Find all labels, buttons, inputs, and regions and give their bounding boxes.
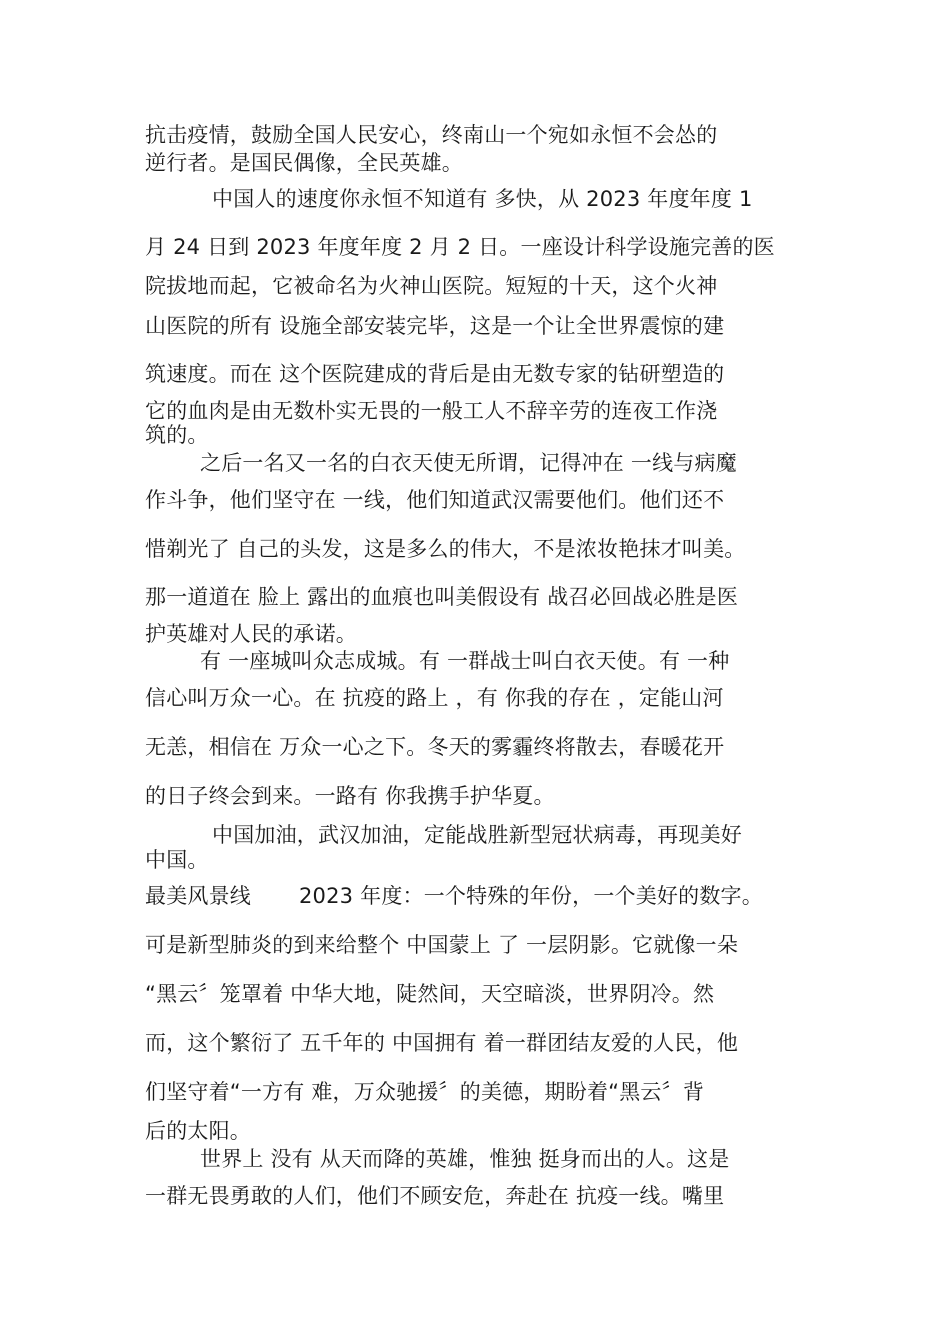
text-line: 中国。 [145,848,209,872]
text-line: 中国加油，武汉加油，定能战胜新型冠状病毒，再现美好 [212,823,742,847]
text-line: 护英雄对人民的承诺。 [145,622,357,646]
text-line: 山医院的所有 设施全部安装完毕，这是一个让全世界震惊的建 [145,314,725,338]
section-heading [145,883,835,909]
text-line: 而，这个繁衍了 五千年的 中国拥有 着一群团结友爱的人民，他 [145,1031,739,1055]
text-line: 那一道道在 脸上 露出的血痕也叫美假设有 战召必回战必胜是医 [145,585,739,609]
text-line: 逆行者。是国民偶像，全民英雄。 [145,151,463,175]
text-line: 院拔地而起，它被命名为火神山医院。短短的十天，这个火神 [145,274,718,298]
text-line: 信心叫万众一心。在 抗疫的路上 ，有 你我的存在 ，定能山河 [145,686,724,710]
text-line: 有 一座城叫众志成城。有 一群战士叫白衣天使。有 一种 [200,649,730,673]
text-line: 一群无畏勇敢的人们，他们不顾安危，奔赴在 抗疫一线。嘴里 [145,1184,725,1208]
text-line: 们坚守着“一方有 难，万众驰援〞的美德，期盼着“黑云〞背 [145,1080,705,1104]
text-line: 世界上 没有 从天而降的英雄，惟独 挺身而出的人。这是 [200,1147,730,1171]
text-line: 抗击疫情，鼓励全国人民安心，终南山一个宛如永恒不会怂的 [145,123,718,147]
text-line: 惜剃光了 自己的头发，这是多么的伟大，不是浓妆艳抹才叫美。 [145,537,746,561]
text-line: 无恙，相信在 万众一心之下。冬天的雾霾终将散去，春暖花开 [145,735,725,759]
text-line: 可是新型肺炎的到来给整个 中国蒙上 了 一层阴影。它就像一朵 [145,933,739,957]
text-line: “黑云〞笼罩着 中华大地，陡然间，天空暗淡，世界阴冷。然 [145,982,715,1006]
text-line: 的日子终会到来。一路有 你我携手护华夏。 [145,784,555,808]
text-line: 筑的。 [145,423,209,447]
text-line: 它的血肉是由无数朴实无畏的一般工人不辞辛劳的连夜工作浇 [145,399,718,423]
text-line: 作斗争，他们坚守在 一线，他们知道武汉需要他们。他们还不 [145,488,725,512]
text-line: 2023 年度：一个特殊的年份，一个美好的数字。 [299,884,763,908]
text-line: 后的太阳。 [145,1119,251,1143]
text-line: 月 24 日到 2023 年度年度 2 月 2 日。一座设计科学设施完善的医 [145,235,775,259]
text-line: 中国人的速度你永恒不知道有 多快，从 2023 年度年度 1 [212,187,753,211]
text-line: 筑速度。而在 这个医院建成的背后是由无数专家的钻研塑造的 [145,362,725,386]
section-title: 最美风景线 [145,884,251,908]
text-line: 之后一名又一名的白衣天使无所谓，记得冲在 一线与病魔 [200,451,737,475]
